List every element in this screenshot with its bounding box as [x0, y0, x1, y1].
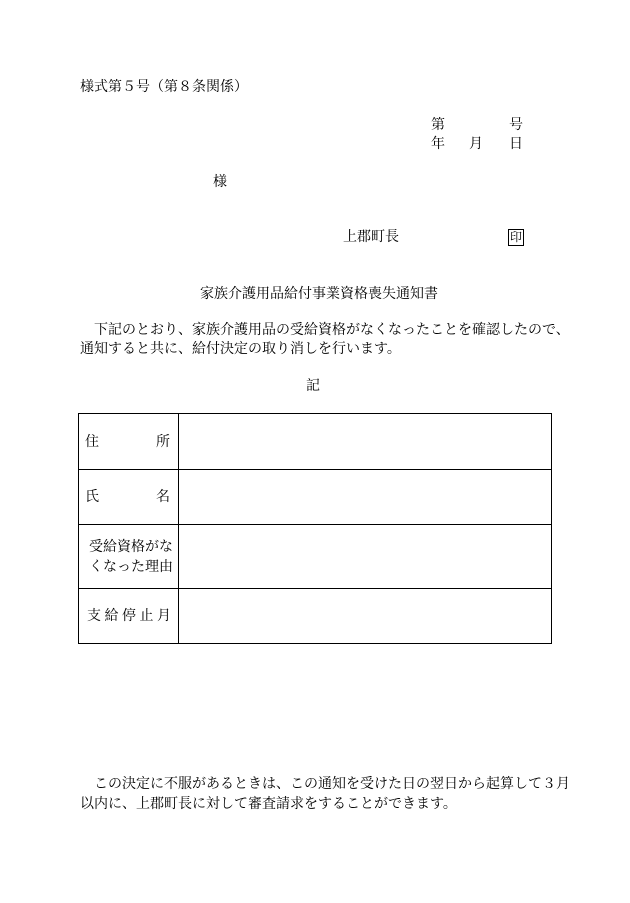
- table-row-name: [79, 470, 552, 525]
- detail-table: [78, 413, 552, 644]
- reason-label-line-2: くなった理由: [89, 558, 173, 575]
- form-number: 様式第５号（第８条関係）: [80, 79, 248, 95]
- stop-month-label-cell: [79, 589, 179, 644]
- name-label-cell: [79, 470, 179, 525]
- appeal-notice-line-1: この決定に不服があるときは、この通知を受けた日の翌日から起算して３月: [94, 776, 570, 792]
- ki-heading: 記: [306, 378, 320, 394]
- address-label-char-1: 住: [85, 433, 99, 450]
- table-row-reason: [79, 525, 552, 589]
- body-text-line-2: 通知すると共に、給付決定の取り消しを行います。: [80, 341, 401, 357]
- date-month: 月: [469, 136, 483, 152]
- date-year: 年: [431, 136, 445, 152]
- stop-month-char-3: 停: [122, 608, 136, 624]
- address-value-cell[interactable]: [179, 414, 552, 470]
- name-label-char-1: 氏: [85, 489, 99, 505]
- stop-month-char-1: 支: [87, 608, 101, 624]
- seal-mark: 印: [509, 230, 522, 244]
- stop-month-value-cell[interactable]: [179, 589, 552, 644]
- recipient-honorific: 様: [213, 174, 227, 190]
- address-label-cell: [79, 414, 179, 470]
- address-label-char-2: 所: [156, 433, 170, 450]
- doc-number-prefix: 第: [431, 117, 445, 133]
- date-day: 日: [509, 136, 523, 152]
- reason-label-cell: [79, 525, 179, 589]
- reason-value-cell[interactable]: [179, 525, 552, 589]
- stop-month-char-5: 月: [157, 608, 171, 624]
- issuer-title: 上郡町長: [343, 229, 399, 245]
- table-row-address: [79, 414, 552, 470]
- appeal-notice-line-2: 以内に、上郡町長に対して審査請求をすることができます。: [80, 796, 457, 812]
- stop-month-char-2: 給: [104, 608, 119, 624]
- body-text-line-1: 下記のとおり、家族介護用品の受給資格がなくなったことを確認したので、: [94, 322, 570, 338]
- document-title: 家族介護用品給付事業資格喪失通知書: [200, 286, 438, 302]
- name-label-char-2: 名: [156, 489, 170, 505]
- table-row-stop-month: [79, 589, 552, 644]
- doc-number-suffix: 号: [509, 117, 523, 133]
- reason-label-line-1: 受給資格がな: [89, 538, 173, 555]
- name-value-cell[interactable]: [179, 470, 552, 525]
- stop-month-char-4: 止: [139, 608, 154, 624]
